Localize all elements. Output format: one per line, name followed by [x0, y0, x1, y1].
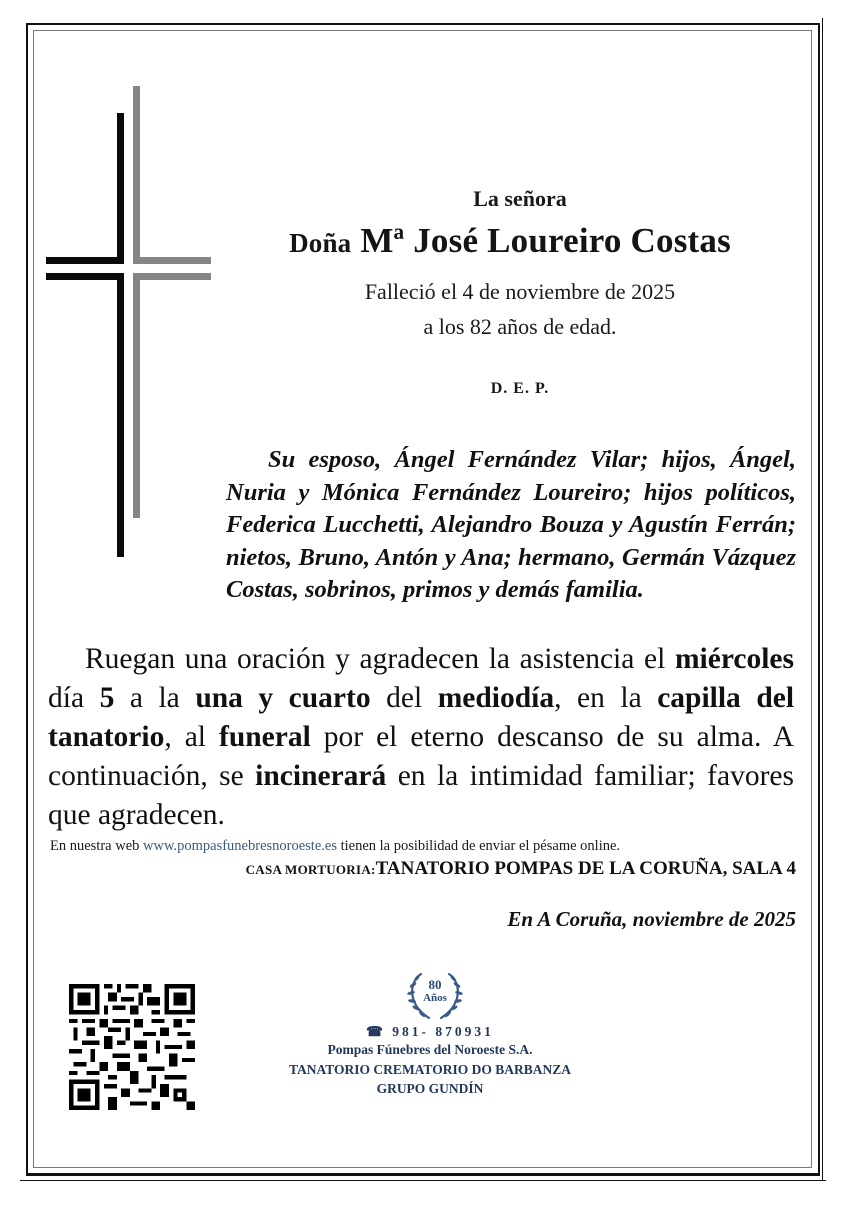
company-name: Pompas Fúnebres del Noroeste S.A. [327, 1042, 533, 1057]
company-crematorium: TANATORIO CREMATORIO DO BARBANZA [289, 1062, 571, 1077]
ceremony-paragraph [48, 640, 794, 835]
intro-text: La señora [473, 186, 567, 211]
laurel-80-years-logo [403, 968, 467, 1024]
ceremony-text: día [48, 682, 100, 714]
deceased-name [220, 221, 800, 261]
company-group: GRUPO GUNDÍN [376, 1081, 484, 1096]
qr-code[interactable] [68, 984, 196, 1110]
ceremony-emphasis: capilla del tanatorio [48, 682, 795, 753]
ceremony-text: en la intimidad familiar; favores que agradecen. [48, 760, 794, 831]
ceremony-emphasis: funeral [219, 721, 311, 753]
deceased-full-name: Mª José Loureiro Costas [360, 221, 731, 260]
family-paragraph: Su esposo, Ángel Fernández Vilar; hijos, Ángel, Nuria y Mónica Fernández Loureiro; hijos políticos, Federica Lucchetti, Alejandro Bouza y Agustín Ferrán; nietos, Bruno, Antón y Ana; hermano, Germán Vázquez Costas, sobrinos, primos y demás familia. [226, 446, 796, 603]
phone-number[interactable]: 981- 870931 [392, 1024, 494, 1039]
website-link[interactable]: www.pompasfunebresnoroeste.es [143, 838, 337, 854]
web-notice [50, 838, 810, 855]
ceremony-text: , al [164, 721, 219, 753]
name-prefix: Doña [289, 228, 352, 258]
ceremony-text: Ruegan una oración y agradecen la asistencia el [85, 643, 675, 675]
ceremony-text: a la [114, 682, 196, 714]
age-line: a los 82 años de edad. [423, 314, 617, 339]
phone-line [230, 1024, 630, 1040]
qr-code-icon [68, 984, 196, 1110]
web-notice-before: En nuestra web [50, 838, 144, 854]
phone-icon: ☎ [366, 1024, 386, 1039]
web-notice-after: tienen la posibilidad de enviar el pésame online. [336, 838, 621, 854]
logo-number: 80 [428, 977, 442, 992]
ceremony-emphasis: mediodía [437, 682, 555, 714]
ceremony-text: del [370, 682, 438, 714]
ceremony-text: , en la [554, 682, 658, 714]
funeral-home-line [246, 858, 796, 880]
ceremony-emphasis: miércoles [674, 643, 794, 675]
ceremony-emphasis: 5 [99, 682, 115, 714]
ceremony-emphasis: una y cuarto [195, 682, 371, 714]
ceremony-emphasis: incinerará [255, 760, 387, 792]
death-date: Falleció el 4 de noviembre de 2025 [364, 279, 676, 304]
funeral-home-value: TANATORIO POMPAS DE LA CORUÑA, SALA 4 [375, 858, 796, 879]
funeral-home-label: CASA MORTUORIA: [245, 862, 376, 877]
logo-word: Años [423, 992, 447, 1004]
page-edge-right-line [822, 18, 823, 1181]
ceremony-text: por el eterno descanso de su alma. A continuación, se [48, 721, 794, 792]
page-edge-bottom-line [20, 1180, 826, 1181]
place-date: En A Coruña, noviembre de 2025 [507, 907, 796, 931]
rip-text: D. E. P. [490, 380, 550, 397]
